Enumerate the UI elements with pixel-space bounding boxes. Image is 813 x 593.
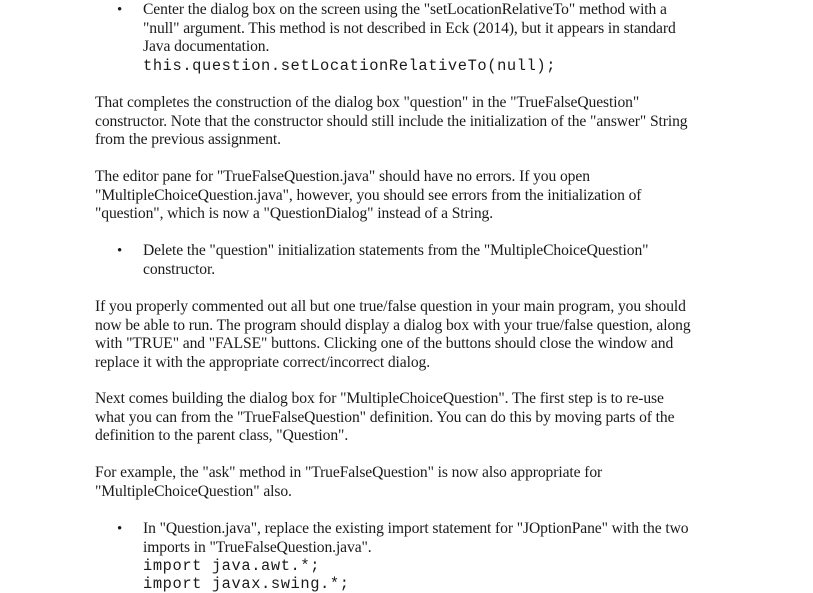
text-line: "null" argument. This method is not described in Eck (2014), but it appears in standard	[143, 19, 676, 37]
paragraph-run-program	[95, 298, 735, 372]
text-line: what you can from the "TrueFalseQuestion" definition. You can do this by moving parts of the	[95, 408, 675, 426]
list-item-delete-initialization	[143, 242, 743, 279]
text-line: Java documentation.	[143, 38, 270, 55]
paragraph-construction-complete	[95, 94, 735, 150]
list-item-center-dialog	[143, 1, 743, 75]
text-line: Delete the "question" initialization statements from the "MultipleChoiceQuestion"	[143, 242, 649, 259]
text-line: For example, the "ask" method in "TrueFalseQuestion" is now also appropriate for	[95, 464, 603, 481]
text-line: now be able to run. The program should display a dialog box with your true/false question, along	[95, 316, 691, 334]
text-line: constructor. Note that the constructor should still include the initialization of the "answer" String	[95, 112, 688, 130]
text-line: from the previous assignment.	[95, 131, 281, 148]
text-line: definition to the parent class, "Question".	[95, 427, 349, 444]
code-snippet: this.question.setLocationRelativeTo(null);	[143, 56, 557, 75]
text-line: If you properly commented out all but one true/false question in your main program, you should	[95, 298, 686, 315]
bullet-marker: •	[117, 521, 123, 537]
bullet-marker: •	[117, 243, 123, 259]
text-line: imports in "TrueFalseQuestion.java".	[143, 538, 372, 556]
code-snippet: import javax.swing.*;	[143, 575, 350, 593]
bullet-marker: •	[117, 2, 123, 18]
text-line: constructor.	[143, 260, 215, 278]
paragraph-next-steps	[95, 390, 735, 446]
text-line: That completes the construction of the dialog box "question" in the "TrueFalseQuestion"	[95, 94, 640, 111]
paragraph-editor-pane	[95, 168, 735, 224]
text-line: Next comes building the dialog box for "MultipleChoiceQuestion". The first step is to re-use	[95, 390, 664, 407]
code-snippet: import java.awt.*;	[143, 557, 321, 575]
list-item-replace-imports	[143, 520, 743, 593]
text-line: "MultipleChoiceQuestion.java", however, you should see errors from the initialization of	[95, 186, 642, 204]
paragraph-example-ask	[95, 464, 735, 501]
text-line: Center the dialog box on the screen using the "setLocationRelativeTo" method with a	[143, 1, 667, 18]
text-line: "MultipleChoiceQuestion" also.	[95, 482, 292, 500]
text-line: The editor pane for "TrueFalseQuestion.java" should have no errors. If you open	[95, 168, 590, 185]
text-line: with "TRUE" and "FALSE" buttons. Clicking one of the buttons should close the window and	[95, 335, 674, 352]
text-line: replace it with the appropriate correct/incorrect dialog.	[95, 353, 431, 371]
text-line: "question", which is now a "QuestionDialog" instead of a String.	[95, 205, 494, 222]
text-line: In "Question.java", replace the existing import statement for "JOptionPane" with the two	[143, 520, 689, 537]
